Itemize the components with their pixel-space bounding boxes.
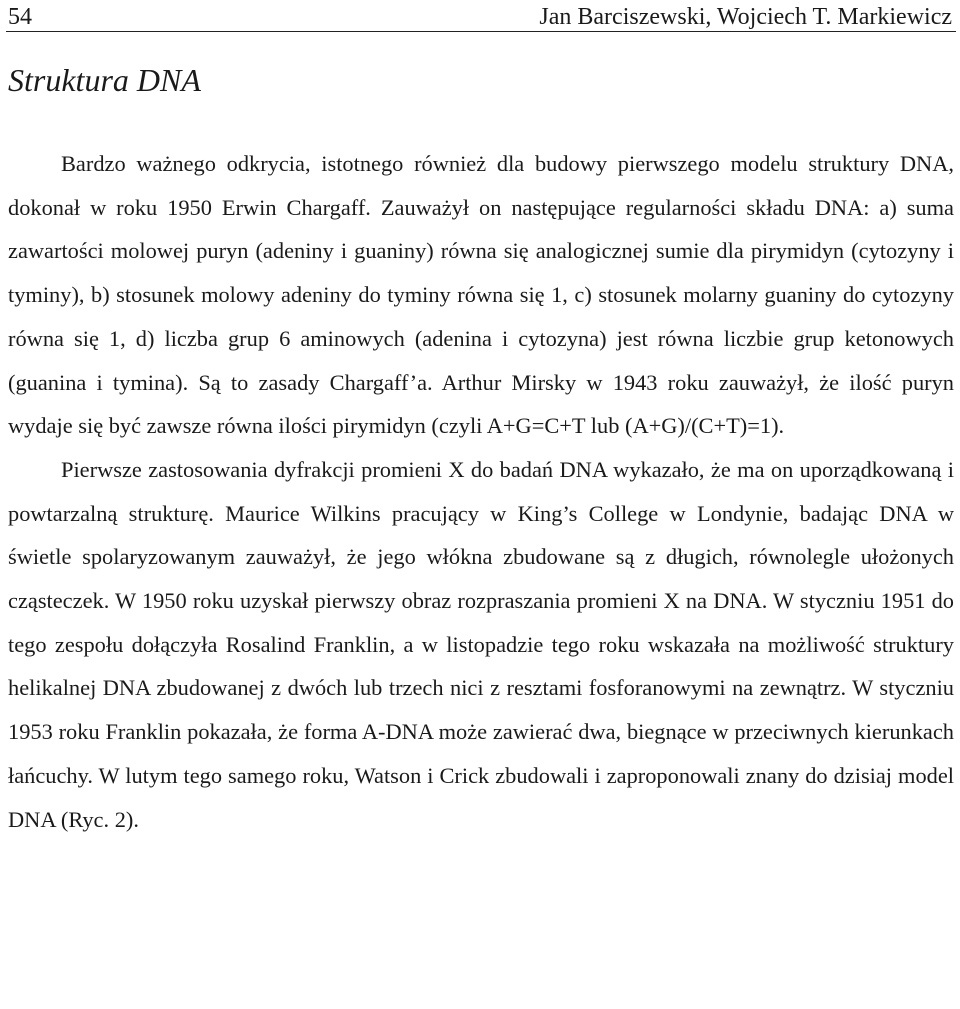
paragraph-chargaff-rules: Bardzo ważnego odkrycia, istotnego również dla budowy pierwszego modelu struktury DNA, dokonał w roku 1950 Erwin Chargaff. Zauważył on następujące regularności składu DNA: a) suma zawartości molowej puryn (adeniny i guaniny) równa się analogicznej sumie dla pirymidyn (cytozyny i tyminy), b) stosunek molowy adeniny do tyminy równa się 1, c) stosunek molarny guaniny do cytozyny równa się 1, d) liczba grup 6 aminowych (adenina i cytozyna) jest równa liczbie grup ketonowych (guanina i tymina). Są to zasady Chargaff’a. Arthur Mirsky w 1943 roku zauważył, że ilość puryn wydaje się być zawsze równa ilości pirymidyn (czyli A+G=C+T lub (A+G)/(C+T)=1). bbox=[8, 151, 954, 439]
body-text bbox=[8, 142, 954, 841]
running-head-authors: Jan Barciszewski, Wojciech T. Markiewicz bbox=[539, 4, 952, 30]
paragraph-xray-diffraction: Pierwsze zastosowania dyfrakcji promieni X do badań DNA wykazało, że ma on uporządkowaną i powtarzalną strukturę. Maurice Wilkins pracujący w King’s College w Londynie, badając DNA w świetle spolaryzowanym zauważył, że jego włókna zbudowane są z długich, równolegle ułożonych cząsteczek. W 1950 roku uzyskał pierwszy obraz rozpraszania promieni X na DNA. W styczniu 1951 do tego zespołu dołączyła Rosalind Franklin, a w listopadzie tego roku wskazała na możliwość struktury helikalnej DNA zbudowanej z dwóch lub trzech nici z resztami fosforanowymi na zewnątrz. W styczniu 1953 roku Franklin pokazała, że forma A-DNA może zawierać dwa, biegnące w przeciwnych kierunkach łańcuchy. W lutym tego samego roku, Watson i Crick zbudowali i zaproponowali znany do dzisiaj model DNA (Ryc. 2). bbox=[8, 456, 954, 832]
page-header bbox=[6, 0, 956, 32]
section-title: Struktura DNA bbox=[8, 62, 201, 98]
page-number: 54 bbox=[8, 4, 32, 30]
